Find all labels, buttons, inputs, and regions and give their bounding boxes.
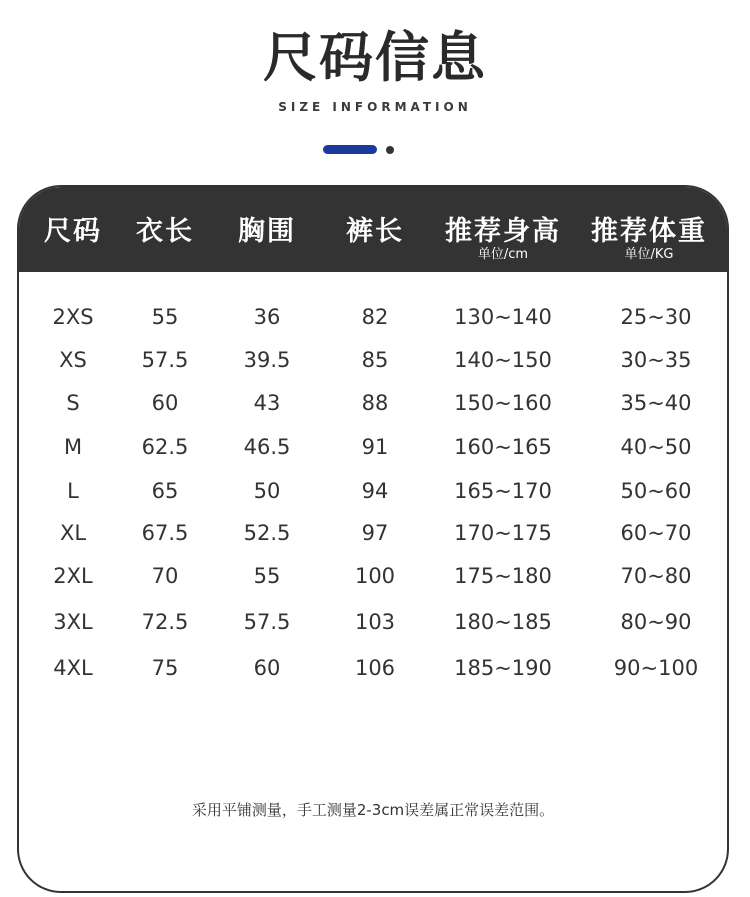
header-label: 推荐身高 [445,216,561,247]
cell-weight: 80~90 [620,610,692,634]
cell-height: 185~190 [454,656,552,680]
cell-chest: 55 [253,564,281,588]
header-unit: 单位/KG [624,247,674,262]
cell-chest: 57.5 [243,610,291,634]
cell-size: L [67,479,79,503]
table-row [19,432,727,462]
cell-chest: 46.5 [243,435,291,459]
table-row [19,476,727,506]
cell-chest: 60 [253,656,281,680]
page-title: 尺码信息 [263,26,487,89]
cell-height: 160~165 [454,435,552,459]
cell-length: 72.5 [141,610,189,634]
cell-height: 150~160 [454,391,552,415]
cell-size: XL [59,521,87,545]
cell-weight: 30~35 [620,348,692,372]
cell-pants-length: 91 [361,435,389,459]
cell-size: 2XS [52,305,94,329]
cell-pants-length: 106 [354,656,396,680]
header-label: 胸围 [238,216,296,247]
table-row [19,561,727,591]
table-header [19,187,727,272]
cell-weight: 50~60 [620,479,692,503]
cell-height: 165~170 [454,479,552,503]
page-subtitle: SIZE INFORMATION [278,100,472,114]
cell-length: 75 [151,656,179,680]
size-table-card [17,185,729,893]
cell-weight: 35~40 [620,391,692,415]
cell-weight: 90~100 [613,656,699,680]
cell-chest: 36 [253,305,281,329]
cell-chest: 39.5 [243,348,291,372]
table-row [19,518,727,548]
cell-height: 130~140 [454,305,552,329]
cell-pants-length: 97 [361,521,389,545]
cell-length: 57.5 [141,348,189,372]
cell-length: 65 [151,479,179,503]
title-divider [323,145,403,155]
header-cell-weight [569,215,729,262]
cell-chest: 43 [253,391,281,415]
measurement-note: 采用平铺测量，手工测量2-3cm误差属正常误差范围。 [191,801,555,819]
cell-weight: 60~70 [620,521,692,545]
cell-weight: 25~30 [620,305,692,329]
cell-size: 3XL [53,610,93,634]
header-label: 尺码 [44,216,102,247]
cell-length: 62.5 [141,435,189,459]
cell-pants-length: 85 [361,348,389,372]
header-cell-height [423,215,583,262]
cell-length: 55 [151,305,179,329]
table-row [19,653,727,683]
cell-pants-length: 100 [354,564,396,588]
divider-bar [323,145,377,154]
cell-size: 4XL [53,656,93,680]
cell-height: 170~175 [454,521,552,545]
cell-height: 140~150 [454,348,552,372]
table-row [19,302,727,332]
header-label: 推荐体重 [591,216,707,247]
header-label: 衣长 [136,216,194,247]
cell-size: 2XL [53,564,93,588]
cell-size: M [63,435,83,459]
header-unit: 单位/cm [477,247,529,262]
cell-size: XS [59,348,87,372]
divider-dot [386,146,394,154]
table-row [19,388,727,418]
cell-length: 67.5 [141,521,189,545]
cell-pants-length: 103 [354,610,396,634]
cell-size: S [66,391,80,415]
cell-length: 60 [151,391,179,415]
cell-pants-length: 94 [361,479,389,503]
cell-chest: 50 [253,479,281,503]
cell-chest: 52.5 [243,521,291,545]
cell-pants-length: 82 [361,305,389,329]
cell-weight: 40~50 [620,435,692,459]
cell-height: 180~185 [454,610,552,634]
table-row [19,345,727,375]
header-label: 裤长 [346,216,404,247]
cell-height: 175~180 [454,564,552,588]
cell-length: 70 [151,564,179,588]
cell-pants-length: 88 [361,391,389,415]
cell-weight: 70~80 [620,564,692,588]
table-row [19,607,727,637]
